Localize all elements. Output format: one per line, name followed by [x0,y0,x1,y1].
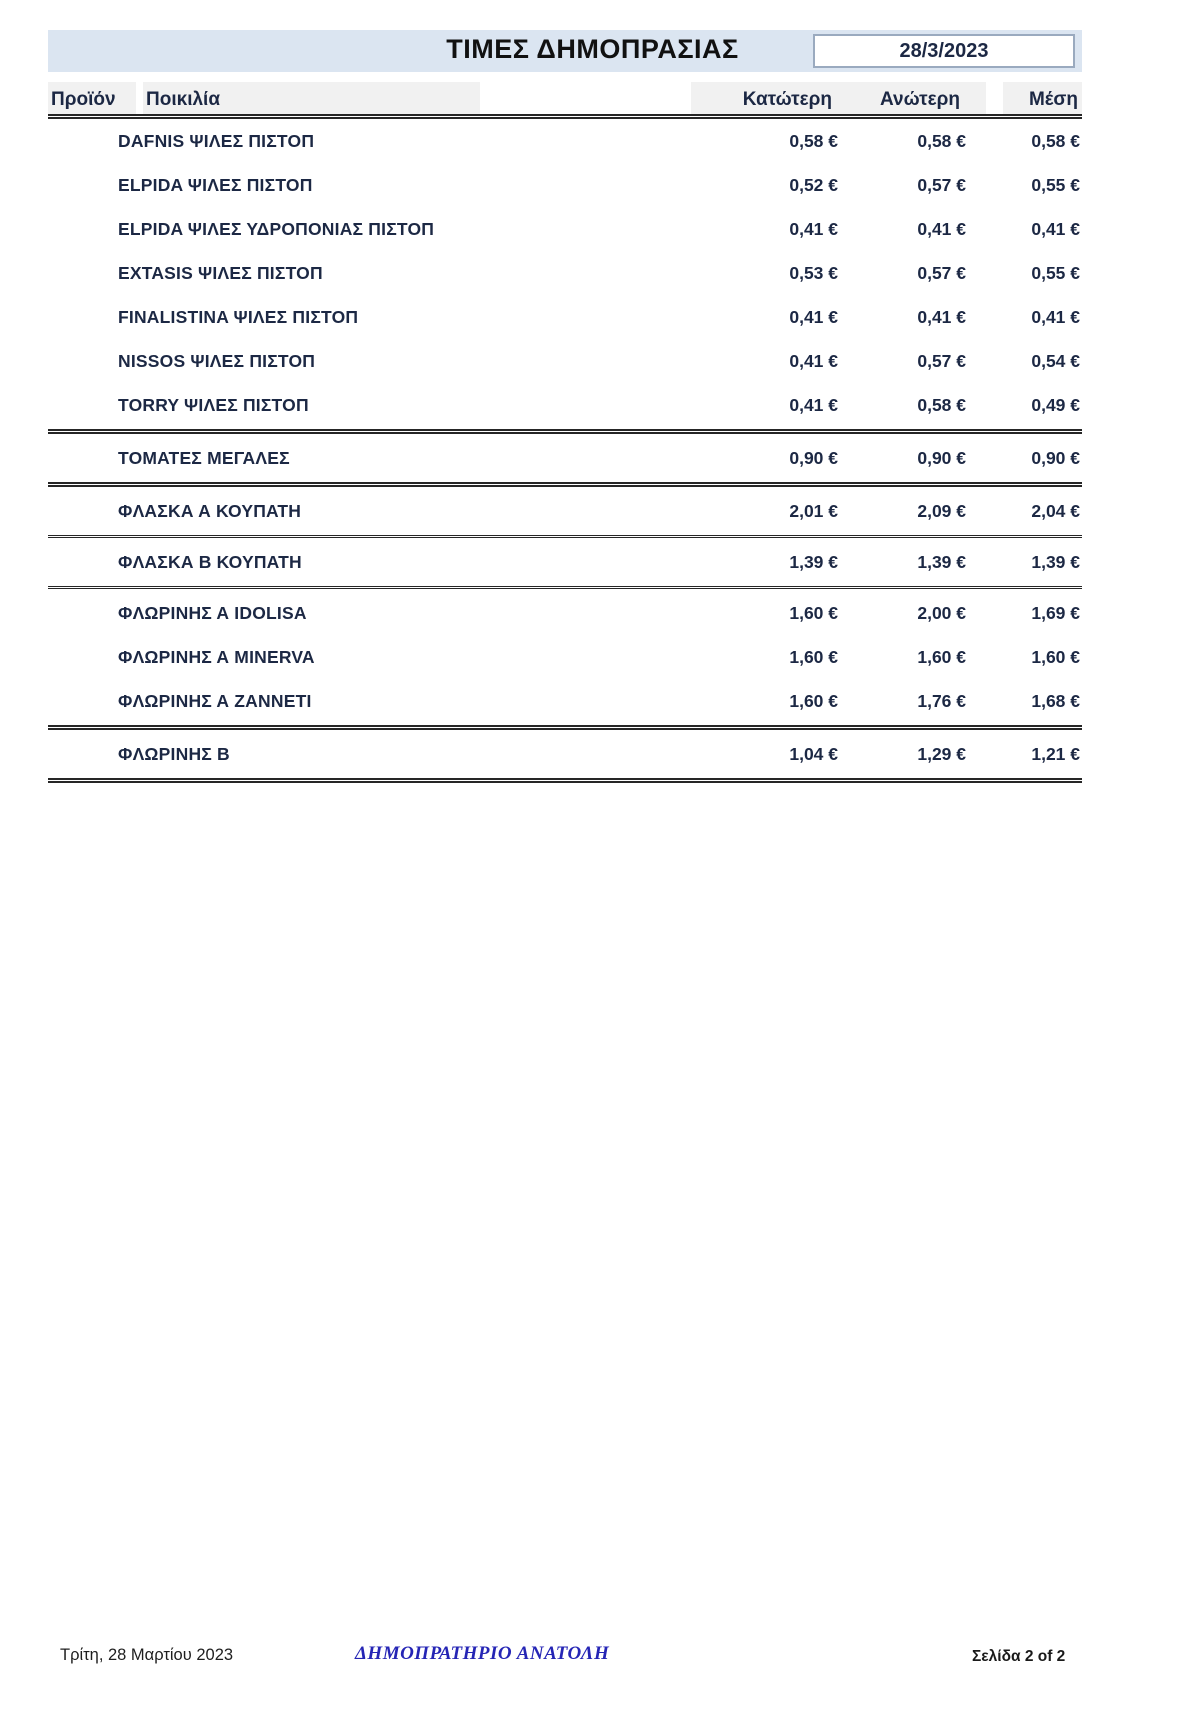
price-min: 0,52 € [789,174,838,195]
product-variety-name: ΦΛΑΣΚΑ Β ΚΟΥΠΑΤΗ [118,551,302,572]
price-avg: 0,55 € [1031,262,1080,283]
price-max: 0,58 € [917,130,966,151]
price-max: 0,57 € [917,174,966,195]
price-min: 1,60 € [789,602,838,623]
table-row [48,251,1082,295]
price-min: 0,41 € [789,350,838,371]
price-max: 0,41 € [917,218,966,239]
column-header-max: Ανώτερη [880,89,960,110]
price-avg: 1,68 € [1031,690,1080,711]
table-row [48,489,1082,533]
price-max: 1,60 € [917,646,966,667]
price-min: 0,41 € [789,306,838,327]
product-variety-name: ELPIDA ΨΙΛΕΣ ΥΔΡΟΠΟΝΙΑΣ ΠΙΣΤΟΠ [118,218,435,239]
price-max: 0,58 € [917,394,966,415]
price-min: 1,60 € [789,690,838,711]
table-row [48,163,1082,207]
price-max: 1,39 € [917,551,966,572]
page-footer [0,1640,1200,1680]
footer-date: Τρίτη, 28 Μαρτίου 2023 [60,1646,234,1664]
column-header-product: Προϊόν [51,89,116,110]
price-avg: 2,04 € [1031,500,1080,521]
section-separator [48,725,1082,730]
product-variety-name: ΦΛΩΡΙΝΗΣ Β [118,743,230,764]
price-avg: 0,55 € [1031,174,1080,195]
product-variety-name: ΦΛΩΡΙΝΗΣ Α MINERVA [118,646,315,667]
table-row [48,732,1082,776]
section-separator [48,535,1082,538]
column-header-min: Κατώτερη [742,89,832,110]
section-separator [48,586,1082,589]
product-variety-name: ΤΟΜΑΤΕΣ ΜΕΓΑΛΕΣ [118,447,290,468]
table-row [48,540,1082,584]
date-value: 28/3/2023 [899,39,989,62]
price-min: 0,41 € [789,218,838,239]
product-variety-name: ELPIDA ΨΙΛΕΣ ΠΙΣΤΟΠ [118,174,313,195]
product-variety-name: FINALISTINA ΨΙΛΕΣ ΠΙΣΤΟΠ [118,306,359,327]
table-row [48,295,1082,339]
price-avg: 1,60 € [1031,646,1080,667]
product-variety-name: TORRY ΨΙΛΕΣ ΠΙΣΤΟΠ [118,394,309,415]
section-separator [48,429,1082,434]
table-row [48,207,1082,251]
product-variety-name: DAFNIS ΨΙΛΕΣ ΠΙΣΤΟΠ [118,130,315,151]
price-max: 1,76 € [917,690,966,711]
product-variety-name: ΦΛΩΡΙΝΗΣ Α ΖΑΝΝΕΤΙ [118,690,312,711]
title-band [48,30,1082,72]
footer-organization: ΔΗΜΟΠΡΑΤΗΡΙΟ ΑΝΑΤΟΛΗ [355,1643,610,1664]
price-avg: 0,49 € [1031,394,1080,415]
price-avg: 0,41 € [1031,306,1080,327]
column-header-variety: Ποικιλία [146,89,221,110]
price-min: 1,39 € [789,551,838,572]
price-min: 1,60 € [789,646,838,667]
price-min: 1,04 € [789,743,838,764]
price-max: 0,90 € [917,447,966,468]
price-avg: 1,21 € [1031,743,1080,764]
price-avg: 1,69 € [1031,602,1080,623]
table-header-row [48,80,1082,119]
price-avg: 0,54 € [1031,350,1080,371]
report-content [48,30,1082,785]
table-body [48,119,1082,783]
price-avg: 0,41 € [1031,218,1080,239]
price-min: 0,41 € [789,394,838,415]
price-min: 0,53 € [789,262,838,283]
footer-page-number: Σελίδα 2 of 2 [972,1648,1066,1665]
price-avg: 0,58 € [1031,130,1080,151]
column-header-avg: Μέση [1028,89,1078,110]
table-row [48,383,1082,427]
section-separator [48,778,1082,783]
table-row [48,119,1082,163]
table-row [48,635,1082,679]
price-avg: 0,90 € [1031,447,1080,468]
price-max: 1,29 € [917,743,966,764]
price-max: 0,57 € [917,350,966,371]
table-row [48,591,1082,635]
price-max: 0,41 € [917,306,966,327]
product-variety-name: ΦΛΩΡΙΝΗΣ Α IDOLISA [118,602,307,623]
price-min: 0,58 € [789,130,838,151]
date-box [813,34,1075,68]
table-row [48,436,1082,480]
table-row [48,679,1082,723]
product-variety-name: EXTASIS ΨΙΛΕΣ ΠΙΣΤΟΠ [118,262,323,283]
price-min: 2,01 € [789,500,838,521]
price-avg: 1,39 € [1031,551,1080,572]
table-row [48,339,1082,383]
product-variety-name: ΦΛΑΣΚΑ Α ΚΟΥΠΑΤΗ [118,500,302,521]
price-max: 0,57 € [917,262,966,283]
price-max: 2,09 € [917,500,966,521]
page-title: ΤΙΜΕΣ ΔΗΜΟΠΡΑΣΙΑΣ [446,34,739,64]
product-variety-name: NISSOS ΨΙΛΕΣ ΠΙΣΤΟΠ [118,350,316,371]
price-max: 2,00 € [917,602,966,623]
price-min: 0,90 € [789,447,838,468]
section-separator [48,482,1082,487]
